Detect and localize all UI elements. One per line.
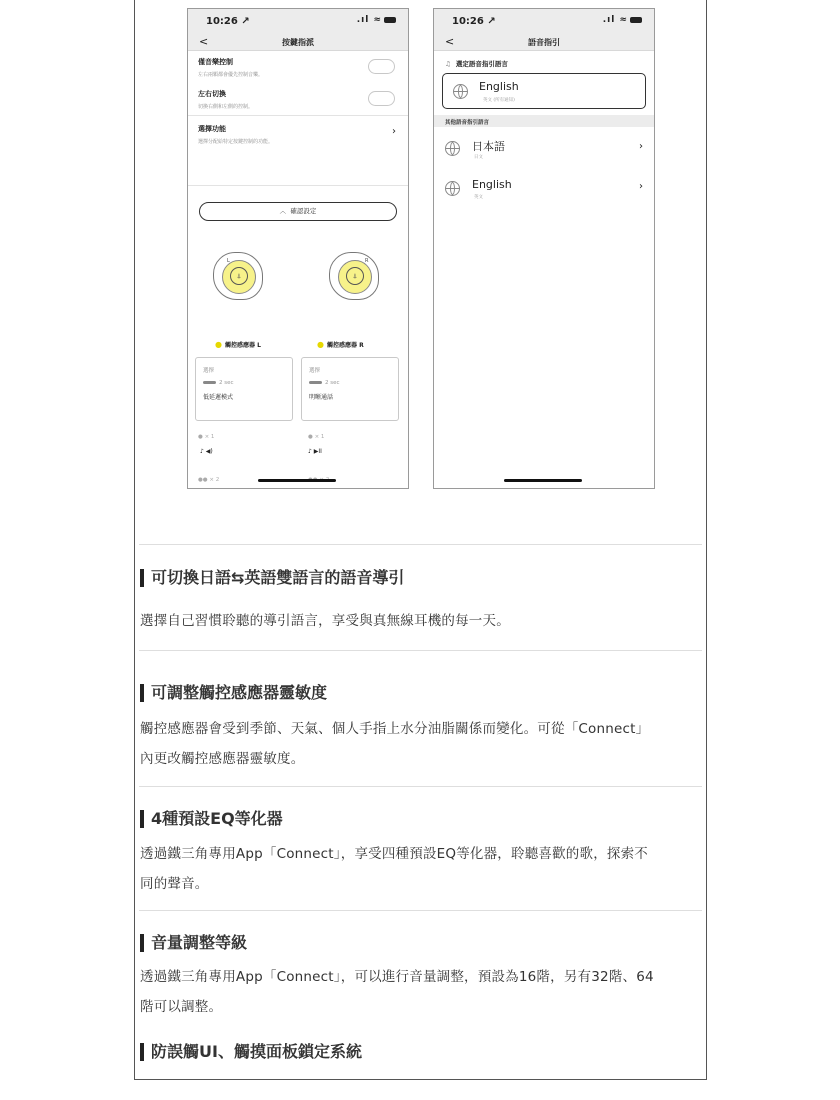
paragraph-line: 觸控感應器會受到季節、天氣、個人手指上水分油脂關係而變化。可從「Connect」: [140, 721, 650, 737]
nav-bar: [434, 33, 654, 51]
section-paragraph: [140, 606, 702, 636]
card-function-name: 低延遲模式: [203, 394, 234, 401]
paragraph-line: 階可以調整。: [140, 999, 223, 1015]
paragraph-line: 內更改觸控感應器靈敏度。: [140, 751, 305, 767]
paragraph-line: 透過鐵三角專用App「Connect」，可以進行音量調整，預設為16階，另有32階、64: [140, 969, 654, 985]
section-heading: 可調整觸控感應器靈敏度: [140, 683, 327, 703]
language-subtitle: 英文: [474, 195, 483, 200]
home-indicator: [258, 479, 336, 482]
language-subtitle: 英文 (所有通知): [483, 98, 515, 103]
selected-language-heading: ♫ 選定語音指引語言: [445, 60, 508, 68]
confirm-settings-button[interactable]: [199, 202, 397, 221]
earbud-side-label: L: [227, 258, 230, 264]
brand-logo-icon: ⍋: [346, 267, 364, 285]
nav-bar: [188, 33, 408, 51]
signal-wifi-battery-icon: .ıl ≈: [603, 15, 642, 25]
function-card-right[interactable]: [301, 357, 399, 421]
card-select-label: 選擇: [309, 368, 321, 374]
section-divider: [139, 910, 702, 911]
globe-icon: [453, 84, 468, 99]
tap-count-right: ● × 1: [308, 434, 325, 440]
earbud-left-image: [213, 252, 263, 300]
divider: [188, 185, 408, 186]
other-languages-heading: 其他語音指引語言: [434, 115, 654, 127]
brand-logo-icon: ⍋: [230, 267, 248, 285]
phone-screenshot-button-assignment: [187, 8, 409, 489]
globe-icon: [445, 141, 460, 156]
section-divider: [139, 650, 702, 651]
setting-music-only[interactable]: [188, 51, 408, 83]
screen-title: 語音指引: [528, 38, 560, 47]
setting-subtitle: 選擇分配給特定按鍵控制的功能。: [198, 139, 274, 145]
card-function-name: 明晰通話: [309, 394, 334, 401]
section-paragraph: [140, 962, 702, 1022]
status-bar: [434, 9, 654, 33]
chevron-right-icon: ›: [639, 181, 643, 192]
setting-select-function[interactable]: [188, 115, 408, 157]
call-volume-icon: ♪ ◀): [200, 448, 213, 455]
phone-screenshot-voice-guidance: [433, 8, 655, 489]
language-title: English: [472, 178, 512, 191]
setting-subtitle: 左右兩顆都會優先控制音樂。: [198, 72, 264, 78]
section-paragraph: [140, 714, 702, 774]
left-right-toggle[interactable]: [368, 91, 395, 106]
section-heading: 音量調整等級: [140, 933, 247, 953]
status-bar: [188, 9, 408, 33]
setting-left-right-switch[interactable]: [188, 83, 408, 115]
card-hold-duration: 2 sec: [309, 380, 391, 386]
setting-title: 選擇功能: [198, 125, 226, 133]
section-heading: 4種預設EQ等化器: [140, 809, 283, 829]
globe-icon: [445, 181, 460, 196]
back-icon[interactable]: <: [445, 35, 455, 48]
screen-title: 按鍵指派: [282, 38, 314, 47]
section-heading: 防誤觸UI、觸摸面板鎖定系統: [140, 1042, 362, 1062]
function-card-left[interactable]: [195, 357, 293, 421]
signal-wifi-battery-icon: .ıl ≈: [357, 15, 396, 25]
card-select-label: 選擇: [203, 368, 215, 374]
section-heading: 可切換日語⇆英語雙語言的語音導引: [140, 568, 404, 588]
sensor-label-left: ● 觸控感應器 L: [215, 340, 261, 349]
paragraph-line: 透過鐵三角專用App「Connect」，享受四種預設EQ等化器，聆聽喜歡的歌，探索不: [140, 846, 648, 862]
tap-count-left: ● × 1: [198, 434, 215, 440]
section-paragraph: [140, 839, 702, 899]
music-only-toggle[interactable]: [368, 59, 395, 74]
chevron-right-icon: ›: [392, 126, 396, 137]
selected-language-box[interactable]: [442, 73, 646, 109]
setting-subtitle: 切換右側和左側的控制。: [198, 104, 254, 110]
card-hold-duration: 2 sec: [203, 380, 285, 386]
section-divider: [139, 786, 702, 787]
earbud-side-label: R: [365, 258, 369, 264]
confirm-label: 確認設定: [290, 207, 317, 215]
sensor-label-right: ● 觸控感應器 R: [317, 340, 364, 349]
language-row-english[interactable]: [434, 169, 654, 209]
home-indicator: [504, 479, 582, 482]
back-icon[interactable]: <: [199, 35, 209, 48]
earbud-right-image: [329, 252, 379, 300]
setting-title: 左右切換: [198, 90, 226, 98]
chevron-up-icon: ︿: [279, 207, 291, 215]
chevron-right-icon: ›: [639, 141, 643, 152]
language-row-japanese[interactable]: [434, 129, 654, 169]
status-time: 10:26 ↗: [452, 16, 496, 27]
paragraph-line: 選擇自己習慣聆聽的導引語言，享受與真無線耳機的每一天。: [140, 613, 510, 629]
paragraph-line: 同的聲音。: [140, 876, 209, 892]
language-subtitle: 日文: [474, 155, 483, 160]
language-title: English: [479, 80, 519, 93]
setting-title: 僅音樂控制: [198, 58, 233, 66]
section-divider: [139, 544, 702, 545]
tap-count-left-double: ●● × 2: [198, 477, 220, 483]
call-play-icon: ♪ ▶II: [308, 448, 322, 455]
voice-guide-icon: ♫: [445, 60, 451, 68]
language-title: 日本語: [472, 140, 505, 153]
status-time: 10:26 ↗: [206, 16, 250, 27]
